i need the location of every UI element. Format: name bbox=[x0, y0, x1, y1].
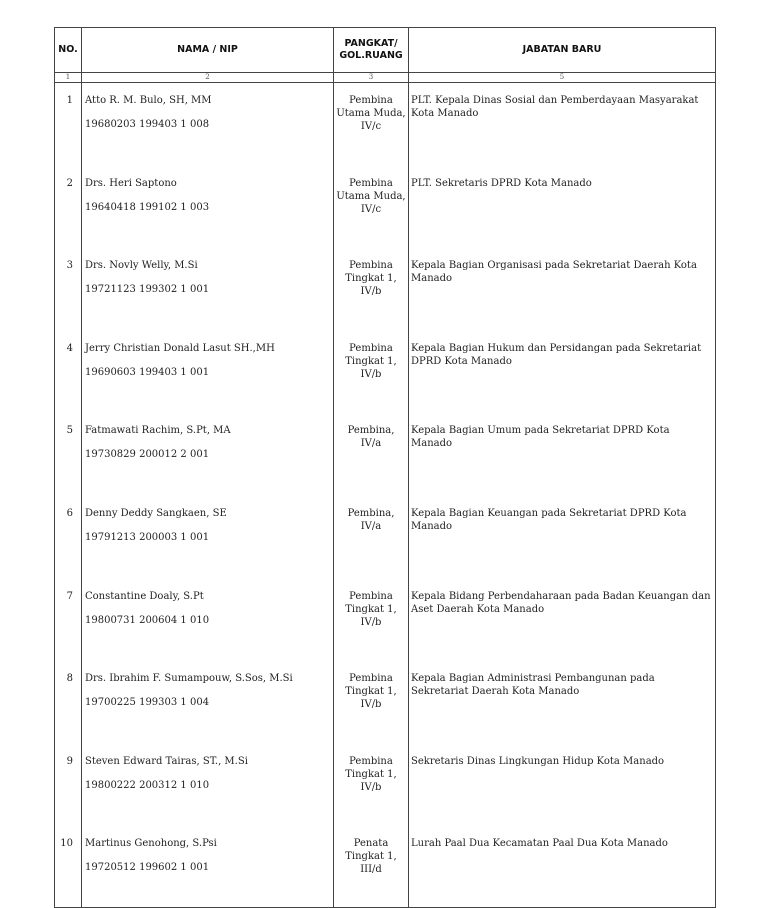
employee-name: Drs. Novly Welly, M.Si bbox=[85, 260, 198, 272]
pangkat-cell bbox=[334, 496, 409, 579]
employee-nip: 19680203 199403 1 008 bbox=[85, 119, 210, 130]
nama-nip-cell bbox=[82, 83, 334, 166]
jabatan-cell: Kepala Bagian Umum pada Sekretariat DPRD Kota Manado bbox=[409, 413, 716, 496]
employee-nip: 19721123 199302 1 001 bbox=[85, 284, 210, 296]
jabatan-cell: Kepala Bagian Keuangan pada Sekretariat DPRD Kota Manado bbox=[409, 496, 716, 579]
pangkat-line: Tingkat 1, bbox=[345, 603, 397, 615]
pangkat-line: Pembina bbox=[349, 673, 393, 685]
table-row bbox=[55, 413, 716, 496]
table-row bbox=[55, 579, 716, 662]
column-number: 3 bbox=[334, 73, 409, 83]
nama-nip-cell bbox=[82, 413, 334, 496]
nama-nip-cell bbox=[82, 331, 334, 414]
header-no: NO. bbox=[55, 28, 82, 73]
employee-name: Steven Edward Tairas, ST., M.Si bbox=[85, 755, 248, 767]
nama-nip-cell bbox=[82, 166, 334, 249]
header-pangkat bbox=[334, 28, 409, 73]
nama-nip-cell bbox=[82, 496, 334, 579]
jabatan-cell: Lurah Paal Dua Kecamatan Paal Dua Kota Manado bbox=[409, 826, 716, 908]
nama-nip-cell bbox=[82, 248, 334, 331]
table-row bbox=[55, 248, 716, 331]
jabatan-cell: Kepala Bagian Hukum dan Persidangan pada Sekretariat DPRD Kota Manado bbox=[409, 331, 716, 414]
jabatan-cell: Kepala Bagian Administrasi Pembangunan pada Sekretariat Daerah Kota Manado bbox=[409, 661, 716, 744]
pangkat-line: IV/b bbox=[360, 616, 382, 628]
row-number: 9 bbox=[55, 744, 82, 827]
jabatan-cell: Kepala Bagian Organisasi pada Sekretariat Daerah Kota Manado bbox=[409, 248, 716, 331]
pangkat-cell bbox=[334, 744, 409, 827]
jabatan-cell: Kepala Bidang Perbendaharaan pada Badan Keuangan dan Aset Daerah Kota Manado bbox=[409, 579, 716, 662]
header-pangkat-line2: GOL.RUANG bbox=[339, 50, 403, 61]
pangkat-line: Tingkat 1, bbox=[345, 768, 397, 780]
employee-name: Atto R. M. Bulo, SH, MM bbox=[85, 95, 212, 106]
table-row bbox=[55, 166, 716, 249]
jabatan-cell: PLT. Kepala Dinas Sosial dan Pemberdayaan Masyarakat Kota Manado bbox=[409, 83, 716, 166]
pangkat-line: IV/b bbox=[360, 781, 382, 793]
employee-nip: 19700225 199303 1 004 bbox=[85, 697, 210, 709]
pangkat-cell bbox=[334, 826, 409, 908]
table-row bbox=[55, 661, 716, 744]
table-row bbox=[55, 826, 716, 908]
pangkat-line: IV/c bbox=[360, 121, 382, 132]
table-row bbox=[55, 496, 716, 579]
pangkat-line: Pembina bbox=[349, 177, 393, 189]
row-number: 7 bbox=[55, 579, 82, 662]
pangkat-cell bbox=[334, 579, 409, 662]
employee-name: Denny Deddy Sangkaen, SE bbox=[85, 507, 227, 519]
row-number: 6 bbox=[55, 496, 82, 579]
table-row bbox=[55, 744, 716, 827]
pangkat-line: Penata bbox=[353, 838, 389, 850]
nama-nip-cell bbox=[82, 744, 334, 827]
employee-name: Fatmawati Rachim, S.Pt, MA bbox=[85, 425, 231, 437]
employee-name: Jerry Christian Donald Lasut SH.,MH bbox=[85, 342, 275, 354]
column-number-row bbox=[55, 73, 716, 83]
pangkat-line: Tingkat 1, bbox=[345, 686, 397, 698]
row-number: 3 bbox=[55, 248, 82, 331]
table-row bbox=[55, 83, 716, 166]
header-pangkat-line1: PANGKAT/ bbox=[344, 38, 398, 49]
pangkat-line: IV/b bbox=[360, 699, 382, 711]
nama-nip-cell bbox=[82, 661, 334, 744]
jabatan-cell: Sekretaris Dinas Lingkungan Hidup Kota Manado bbox=[409, 744, 716, 827]
table-header bbox=[55, 28, 716, 73]
pangkat-line: Tingkat 1, bbox=[345, 851, 397, 863]
pangkat-line: Pembina, bbox=[347, 425, 395, 437]
table-row bbox=[55, 331, 716, 414]
pangkat-line: Utama Muda, bbox=[336, 190, 406, 202]
pangkat-line: Utama Muda, bbox=[336, 108, 406, 119]
nama-nip-cell bbox=[82, 826, 334, 908]
pangkat-line: Pembina bbox=[349, 260, 393, 272]
pangkat-line: IV/a bbox=[360, 520, 382, 532]
row-number: 8 bbox=[55, 661, 82, 744]
pangkat-cell bbox=[334, 661, 409, 744]
pangkat-line: Tingkat 1, bbox=[345, 355, 397, 367]
employee-nip: 19800731 200604 1 010 bbox=[85, 614, 210, 626]
nama-nip-cell bbox=[82, 579, 334, 662]
pangkat-line: Tingkat 1, bbox=[345, 273, 397, 285]
row-number: 4 bbox=[55, 331, 82, 414]
pangkat-line: Pembina bbox=[349, 342, 393, 354]
employee-name: Constantine Doaly, S.Pt bbox=[85, 590, 204, 602]
employee-nip: 19690603 199403 1 001 bbox=[85, 366, 210, 378]
personnel-table bbox=[54, 27, 716, 908]
employee-nip: 19640418 199102 1 003 bbox=[85, 201, 210, 213]
employee-name: Drs. Heri Saptono bbox=[85, 177, 177, 189]
pangkat-cell bbox=[334, 413, 409, 496]
header-jabatan: JABATAN BARU bbox=[409, 28, 716, 73]
pangkat-line: Pembina bbox=[349, 95, 393, 106]
employee-nip: 19791213 200003 1 001 bbox=[85, 531, 210, 543]
pangkat-cell bbox=[334, 331, 409, 414]
column-number: 2 bbox=[82, 73, 334, 83]
row-number: 5 bbox=[55, 413, 82, 496]
column-number: 1 bbox=[55, 73, 82, 83]
pangkat-line: Pembina, bbox=[347, 507, 395, 519]
row-number: 10 bbox=[55, 826, 82, 908]
pangkat-cell bbox=[334, 83, 409, 166]
table-body bbox=[55, 73, 716, 908]
pangkat-line: IV/b bbox=[360, 368, 382, 380]
jabatan-cell: PLT. Sekretaris DPRD Kota Manado bbox=[409, 166, 716, 249]
pangkat-cell bbox=[334, 166, 409, 249]
pangkat-line: Pembina bbox=[349, 590, 393, 602]
pangkat-line: IV/c bbox=[360, 203, 382, 215]
employee-nip: 19800222 200312 1 010 bbox=[85, 779, 210, 791]
pangkat-line: IV/b bbox=[360, 286, 382, 298]
row-number: 1 bbox=[55, 83, 82, 166]
employee-name: Martinus Genohong, S.Psi bbox=[85, 838, 217, 850]
pangkat-line: Pembina bbox=[349, 755, 393, 767]
pangkat-cell bbox=[334, 248, 409, 331]
pangkat-line: IV/a bbox=[360, 438, 382, 450]
employee-name: Drs. Ibrahim F. Sumampouw, S.Sos, M.Si bbox=[85, 673, 293, 685]
header-nama-nip: NAMA / NIP bbox=[82, 28, 334, 73]
employee-nip: 19720512 199602 1 001 bbox=[85, 862, 210, 874]
employee-nip: 19730829 200012 2 001 bbox=[85, 449, 210, 461]
column-number: 5 bbox=[409, 73, 716, 83]
pangkat-line: III/d bbox=[360, 864, 382, 876]
row-number: 2 bbox=[55, 166, 82, 249]
